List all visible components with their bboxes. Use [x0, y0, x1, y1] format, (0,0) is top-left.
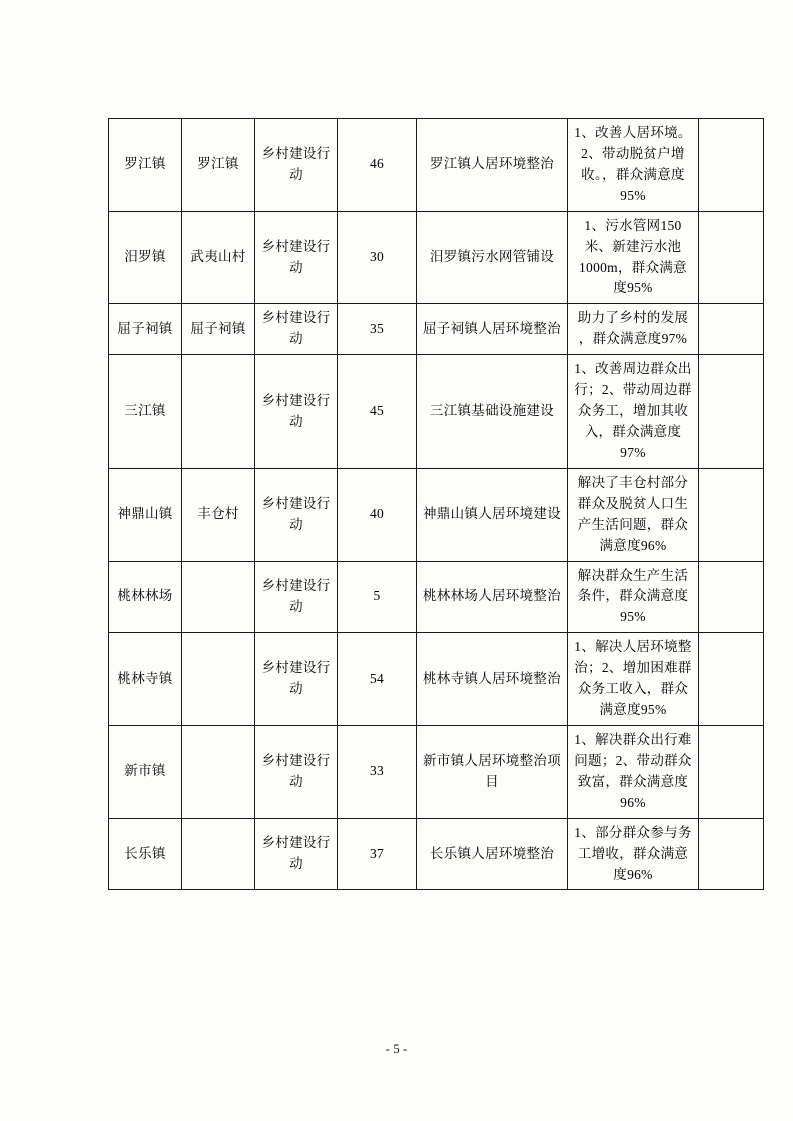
cell-remark [699, 561, 764, 633]
cell-remark [699, 304, 764, 355]
cell-category: 乡村建设行动 [255, 211, 338, 304]
cell-remark [699, 119, 764, 212]
cell-project: 罗江镇人居环境整治 [417, 119, 568, 212]
table-row [109, 561, 764, 633]
project-table-container [108, 118, 692, 890]
cell-project: 长乐镇人居环境整治 [417, 818, 568, 890]
table-row [109, 633, 764, 726]
cell-effect: 1、改善周边群众出行；2、带动周边群众务工，增加其收入，群众满意度97% [568, 355, 699, 469]
cell-effect: 1、解决人居环境整治；2、增加困难群众务工收入，群众满意度95% [568, 633, 699, 726]
cell-category: 乡村建设行动 [255, 633, 338, 726]
cell-effect: 1、部分群众参与务工增收，群众满意度96% [568, 818, 699, 890]
cell-village: 屈子祠镇 [182, 304, 255, 355]
table-row [109, 355, 764, 469]
cell-category: 乡村建设行动 [255, 355, 338, 469]
cell-effect: 1、改善人居环境。2、带动脱贫户增收。，群众满意度95% [568, 119, 699, 212]
cell-category: 乡村建设行动 [255, 119, 338, 212]
cell-town: 汨罗镇 [109, 211, 182, 304]
table-row [109, 304, 764, 355]
cell-project: 屈子祠镇人居环境整治 [417, 304, 568, 355]
cell-village: 武夷山村 [182, 211, 255, 304]
table-row [109, 468, 764, 561]
cell-remark [699, 725, 764, 818]
cell-effect: 解决群众生产生活条件，群众满意度95% [568, 561, 699, 633]
cell-effect: 助力了乡村的发展 ，群众满意度97% [568, 304, 699, 355]
cell-village [182, 818, 255, 890]
project-table [108, 118, 764, 890]
cell-amount: 30 [338, 211, 417, 304]
cell-remark [699, 355, 764, 469]
cell-town: 新市镇 [109, 725, 182, 818]
table-row [109, 818, 764, 890]
cell-village [182, 633, 255, 726]
cell-category: 乡村建设行动 [255, 725, 338, 818]
cell-remark [699, 818, 764, 890]
cell-town: 桃林林场 [109, 561, 182, 633]
cell-remark [699, 468, 764, 561]
cell-town: 罗江镇 [109, 119, 182, 212]
cell-amount: 35 [338, 304, 417, 355]
cell-project: 桃林寺镇人居环境整治 [417, 633, 568, 726]
cell-effect: 1、污水管网150米、新建污水池1000m，群众满意度95% [568, 211, 699, 304]
cell-village [182, 355, 255, 469]
cell-amount: 54 [338, 633, 417, 726]
cell-town: 长乐镇 [109, 818, 182, 890]
cell-project: 神鼎山镇人居环境建设 [417, 468, 568, 561]
cell-category: 乡村建设行动 [255, 304, 338, 355]
cell-remark [699, 211, 764, 304]
cell-effect: 解决了丰仓村部分群众及脱贫人口生产生活问题，群众满意度96% [568, 468, 699, 561]
page-number: - 5 - [385, 1041, 408, 1056]
cell-town: 桃林寺镇 [109, 633, 182, 726]
cell-category: 乡村建设行动 [255, 818, 338, 890]
cell-category: 乡村建设行动 [255, 561, 338, 633]
cell-amount: 37 [338, 818, 417, 890]
cell-village [182, 725, 255, 818]
cell-amount: 40 [338, 468, 417, 561]
cell-category: 乡村建设行动 [255, 468, 338, 561]
cell-amount: 45 [338, 355, 417, 469]
cell-effect: 1、解决群众出行难问题；2、带动群众致富，群众满意度96% [568, 725, 699, 818]
cell-village: 丰仓村 [182, 468, 255, 561]
cell-amount: 33 [338, 725, 417, 818]
table-row [109, 725, 764, 818]
cell-project: 三江镇基础设施建设 [417, 355, 568, 469]
cell-town: 神鼎山镇 [109, 468, 182, 561]
cell-project: 桃林林场人居环境整治 [417, 561, 568, 633]
cell-amount: 5 [338, 561, 417, 633]
cell-village: 罗江镇 [182, 119, 255, 212]
cell-amount: 46 [338, 119, 417, 212]
table-row [109, 119, 764, 212]
cell-village [182, 561, 255, 633]
cell-town: 三江镇 [109, 355, 182, 469]
table-row [109, 211, 764, 304]
cell-project: 汨罗镇污水网管铺设 [417, 211, 568, 304]
cell-town: 屈子祠镇 [109, 304, 182, 355]
cell-project: 新市镇人居环境整治项目 [417, 725, 568, 818]
cell-remark [699, 633, 764, 726]
